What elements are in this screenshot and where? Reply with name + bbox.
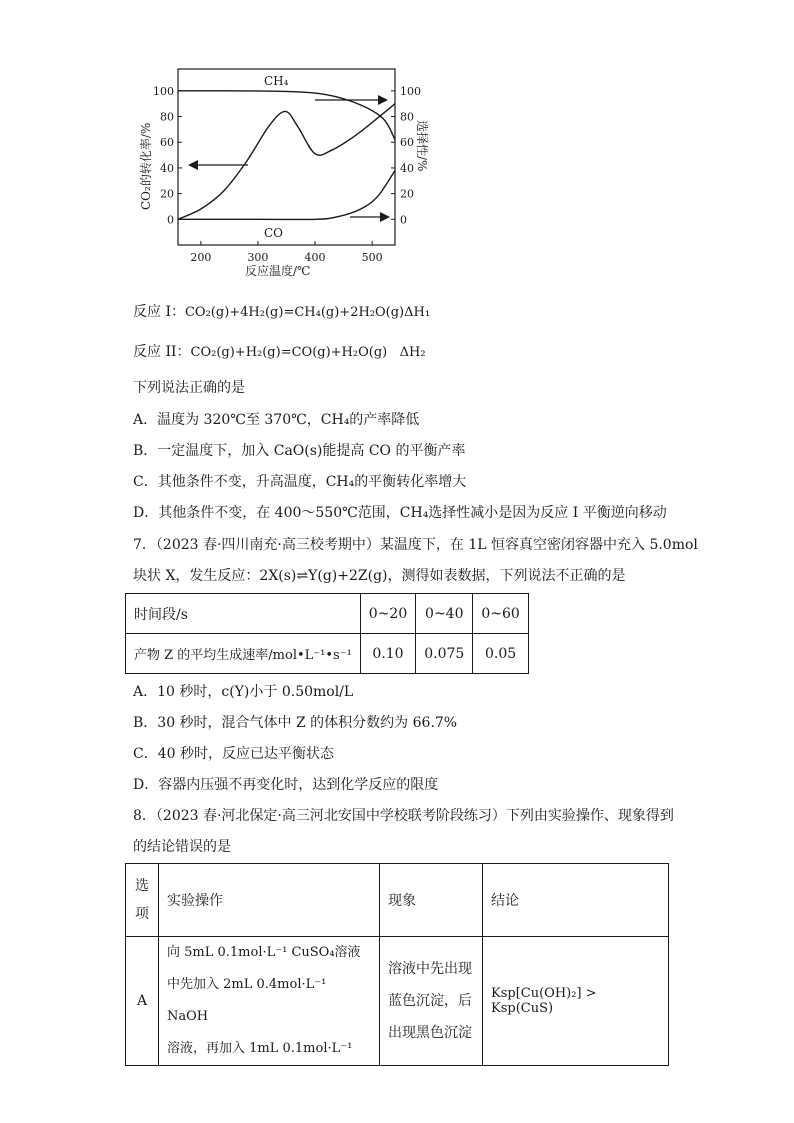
- y-axis-left-label: CO₂的转化率/%: [139, 122, 153, 210]
- q7-table-row-label: 产物 Z 的平均生成速率/mol•L⁻¹•s⁻¹: [126, 634, 361, 674]
- q7-table-header-0-60: 0~60: [473, 594, 528, 634]
- x-axis-label: 反应温度/℃: [245, 264, 311, 278]
- series-line-0: [178, 91, 395, 140]
- y-left-tick-label-100: 100: [153, 84, 174, 98]
- q7-table-value-0-60: 0.05: [473, 634, 528, 674]
- q8-row-a-operation-line3: 溶液，再加入 1mL 0.1mol·L⁻¹: [167, 1041, 353, 1056]
- q6-option-a: A．温度为 320℃至 370℃，CH₄的产率降低: [133, 412, 420, 428]
- q7-table-value-0-40: 0.075: [416, 634, 473, 674]
- q8-row-a-phenomenon: [380, 937, 483, 1066]
- q8-header-phenomenon: 现象: [380, 864, 483, 937]
- reaction-2-prefix: 反应 II：: [133, 344, 191, 360]
- x-tick-label-300: 300: [247, 251, 269, 264]
- q8-row-a-operation: [159, 937, 380, 1066]
- q7-stem-line2: 块状 X，发生反应：2X(s)⇌Y(g)+2Z(g)，测得如表数据，下列说法不正确的是: [133, 568, 626, 584]
- y-right-tick-label-0: 0: [400, 213, 407, 227]
- q8-row-a-phenomenon-line1: 溶液中先出现: [388, 961, 472, 977]
- q7-table-value-0-20: 0.10: [360, 634, 415, 674]
- x-tick-label-200: 200: [190, 251, 212, 264]
- q8-row-a-operation-line2: 中先加入 2mL 0.4mol·L⁻¹ NaOH: [167, 977, 327, 1024]
- q7-table-data-row: [126, 634, 529, 674]
- arrow-left-conversion: [188, 160, 248, 170]
- q8-stem-line2: 的结论错误的是: [133, 839, 231, 855]
- conversion-selectivity-chart: [130, 60, 430, 288]
- y-left-tick-label-60: 60: [160, 136, 174, 150]
- q8-row-a-phenomenon-line3: 出现黑色沉淀: [388, 1025, 472, 1041]
- reaction-1-equation: CO₂(g)+4H₂(g)=CH₄(g)+2H₂O(g)ΔH₁: [184, 305, 431, 320]
- y-right-tick-label-20: 20: [400, 187, 414, 201]
- q7-stem-line1: 7．（2023 春·四川南充·高三校考期中）某温度下，在 1L 恒容真空密闭容器中充入 5.0mol: [133, 537, 698, 553]
- reaction-2-equation: CO₂(g)+H₂(g)=CO(g)+H₂O(g) ΔH₂: [190, 345, 426, 360]
- reaction-1: [133, 302, 430, 323]
- q7-option-d: D．容器内压强不再变化时，达到化学反应的限度: [133, 777, 439, 793]
- q7-option-c: C．40 秒时，反应已达平衡状态: [133, 746, 334, 762]
- co-label: CO: [264, 226, 284, 240]
- y-right-tick-label-60: 60: [400, 136, 414, 150]
- reaction-1-prefix: 反应 I：: [133, 304, 185, 320]
- q8-row-a-operation-line1: 向 5mL 0.1mol·L⁻¹ CuSO₄溶液: [167, 945, 361, 960]
- q8-table: [125, 863, 669, 1066]
- series-line-1: [178, 104, 395, 220]
- q7-table: [125, 593, 529, 674]
- q7-table-header-0-40: 0~40: [416, 594, 473, 634]
- q6-option-d: D．其他条件不变，在 400～550℃范围，CH₄选择性减小是因为反应 I 平衡逆向移动: [133, 505, 667, 521]
- q7-option-a: A．10 秒时，c(Y)小于 0.50mol/L: [133, 684, 354, 700]
- q8-header-operation: 实验操作: [159, 864, 380, 937]
- x-tick-label-500: 500: [361, 251, 383, 264]
- q8-row-a-conclusion: Ksp[Cu(OH)₂] > Ksp(CuS): [483, 937, 669, 1066]
- q8-row-a: [126, 937, 669, 1066]
- q7-table-header-time: 时间段/s: [126, 594, 361, 634]
- q6-stem: 下列说法正确的是: [133, 380, 245, 396]
- y-axis-right-label: 选择性/%: [415, 120, 429, 172]
- q7-option-b: B．30 秒时，混合气体中 Z 的体积分数约为 66.7%: [133, 715, 458, 731]
- q7-table-header-0-20: 0~20: [360, 594, 415, 634]
- q6-option-b: B．一定温度下，加入 CaO(s)能提高 CO 的平衡产率: [133, 443, 466, 459]
- q8-row-a-phenomenon-line2: 蓝色沉淀，后: [388, 993, 472, 1009]
- y-right-tick-label-100: 100: [400, 84, 421, 98]
- chart-frame: [178, 69, 395, 245]
- arrow-right-co: [350, 212, 390, 222]
- y-left-tick-label-80: 80: [160, 110, 174, 124]
- arrow-right-ch4: [315, 95, 388, 105]
- reaction-2: [133, 342, 426, 363]
- y-left-tick-label-0: 0: [167, 213, 174, 227]
- q8-row-a-option: A: [126, 937, 159, 1066]
- ch4-label: CH₄: [264, 74, 289, 88]
- y-left-tick-label-40: 40: [160, 161, 174, 175]
- q8-stem-line1: 8．（2023 春·河北保定·高三河北安国中学校联考阶段练习）下列由实验操作、现象得到: [133, 808, 674, 824]
- q7-table-header-row: [126, 594, 529, 634]
- q6-option-c: C．其他条件不变，升高温度，CH₄的平衡转化率增大: [133, 474, 467, 490]
- q8-table-header-row: [126, 864, 669, 937]
- y-right-tick-label-80: 80: [400, 110, 414, 124]
- q8-header-conclusion: 结论: [483, 864, 669, 937]
- series-line-2: [178, 170, 395, 219]
- y-right-tick-label-40: 40: [400, 161, 414, 175]
- q8-header-option: 选项: [126, 864, 159, 937]
- y-left-tick-label-20: 20: [160, 187, 174, 201]
- x-tick-label-400: 400: [304, 251, 326, 264]
